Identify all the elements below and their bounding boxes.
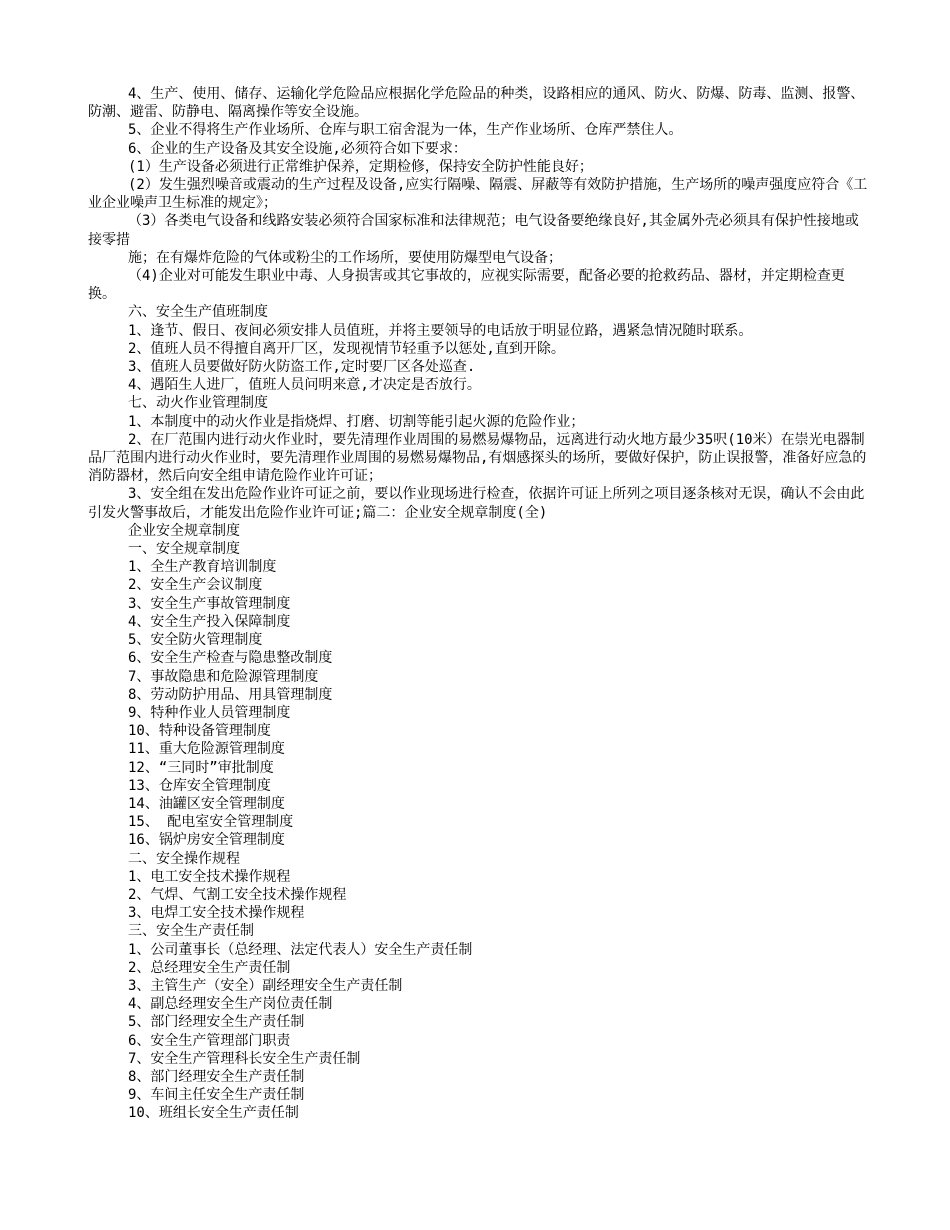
paragraph: 3、主管生产（安全）副经理安全生产责任制 (128, 977, 403, 994)
paragraph: 2、气焊、气割工安全技术操作规程 (128, 886, 347, 903)
paragraph: 11、重大危险源管理制度 (128, 741, 285, 758)
paragraph: 三、安全生产责任制 (128, 923, 254, 940)
paragraph: 8、部门经理安全生产责任制 (128, 1068, 305, 1085)
paragraph: （4)企业对可能发生职业中毒、人身损害或其它事故的，应视实际需要，配备必要的抢救药品、器材，并定期检查更换。 (88, 268, 845, 303)
paragraph: 10、特种设备管理制度 (128, 723, 271, 740)
paragraph: 企业安全规章制度 (128, 522, 240, 539)
paragraph: 2、值班人员不得擅自离开厂区，发现视情节轻重予以惩处,直到开除。 (128, 340, 565, 357)
paragraph: 3、安全生产事故管理制度 (128, 595, 291, 612)
paragraph: 1、本制度中的动火作业是指烧焊、打磨、切割等能引起火源的危险作业； (128, 413, 585, 430)
paragraph: 1、公司董事长（总经理、法定代表人）安全生产责任制 (128, 941, 473, 958)
paragraph: 16、锅炉房安全管理制度 (128, 832, 285, 849)
paragraph: 6、安全生产检查与隐患整改制度 (128, 650, 333, 667)
paragraph: 4、生产、使用、储存、运输化学危险品应根据化学危险品的种类，设路相应的通风、防火、防爆、防毒、监测、报警、防潮、避雷、防静电、隔离操作等安全设施。 (88, 86, 865, 121)
paragraph: 6、安全生产管理部门职责 (128, 1032, 291, 1049)
paragraph: 7、安全生产管理科长安全生产责任制 (128, 1050, 361, 1067)
paragraph: 七、动火作业管理制度 (128, 395, 268, 412)
paragraph: （3）各类电气设备和线路安装必须符合国家标准和法律规范；电气设备要绝缘良好,其金属外壳必须具有保护性接地或接零措 (88, 213, 859, 248)
paragraph: 4、副总经理安全生产岗位责任制 (128, 996, 333, 1013)
paragraph: 6、企业的生产设备及其安全设施,必须符合如下要求： (128, 140, 467, 157)
paragraph: (1）生产设备必须进行正常维护保养，定期检修，保持安全防护性能良好； (128, 158, 593, 175)
paragraph: 六、安全生产值班制度 (128, 304, 268, 321)
paragraph: 15、 配电室安全管理制度 (128, 814, 294, 831)
paragraph: 4、遇陌生人进厂，值班人员问明来意,才决定是否放行。 (128, 377, 481, 394)
paragraph: 1、全生产教育培训制度 (128, 559, 277, 576)
paragraph: 2、总经理安全生产责任制 (128, 959, 291, 976)
paragraph: 4、安全生产投入保障制度 (128, 613, 291, 630)
paragraph: 7、事故隐患和危险源管理制度 (128, 668, 319, 685)
paragraph: 施；在有爆炸危险的气体或粉尘的工作场所，要使用防爆型电气设备； (128, 249, 562, 266)
paragraph: 3、电焊工安全技术操作规程 (128, 905, 305, 922)
paragraph: 3、安全组在发出危险作业许可证之前，要以作业现场进行检查，依据许可证上所列之项目逐条核对无误，确认不会由此引发火警事故后，才能发出危险作业许可证;篇二：企业安全规章制度(全) (88, 486, 865, 521)
paragraph: 2、在厂范围内进行动火作业时，要先清理作业周围的易燃易爆物品，远离进行动火地方最少35呎(10米）在崇光电器制品厂范围内进行动火作业时，要先清理作业周围的易燃易爆物品,有烟感探头的场所，要做好保护，防止误报警，准备好应急的消防器材，然后向安全组申请危险作业许可证； (88, 431, 867, 485)
paragraph: 1、逢节、假日、夜间必须安排人员值班，并将主要领导的电话放于明显位路，遇紧急情况随时联系。 (128, 322, 753, 339)
paragraph: 12、“三同时”审批制度 (128, 759, 274, 776)
paragraph: 8、劳动防护用品、用具管理制度 (128, 686, 333, 703)
paragraph: 10、班组长安全生产责任制 (128, 1105, 299, 1122)
paragraph: (2）发生强烈噪音或震动的生产过程及设备,应实行隔噪、隔震、屏蔽等有效防护措施，生产场所的噪声强度应符合《工业企业噪声卫生标准的规定》； (88, 177, 868, 212)
paragraph: 5、企业不得将生产作业场所、仓库与职工宿舍混为一体，生产作业场所、仓库严禁住人。 (128, 122, 683, 139)
paragraph: 一、安全规章制度 (128, 541, 240, 558)
paragraph: 1、电工安全技术操作规程 (128, 868, 291, 885)
paragraph: 9、车间主任安全生产责任制 (128, 1087, 305, 1104)
paragraph: 13、仓库安全管理制度 (128, 777, 271, 794)
paragraph: 3、值班人员要做好防火防盗工作,定时要厂区各处巡查. (128, 359, 476, 376)
paragraph: 2、安全生产会议制度 (128, 577, 263, 594)
paragraph: 14、油罐区安全管理制度 (128, 795, 285, 812)
paragraph: 二、安全操作规程 (128, 850, 240, 867)
paragraph: 9、特种作业人员管理制度 (128, 704, 291, 721)
document-body (88, 85, 870, 1123)
paragraph: 5、部门经理安全生产责任制 (128, 1014, 305, 1031)
paragraph: 5、安全防火管理制度 (128, 632, 263, 649)
